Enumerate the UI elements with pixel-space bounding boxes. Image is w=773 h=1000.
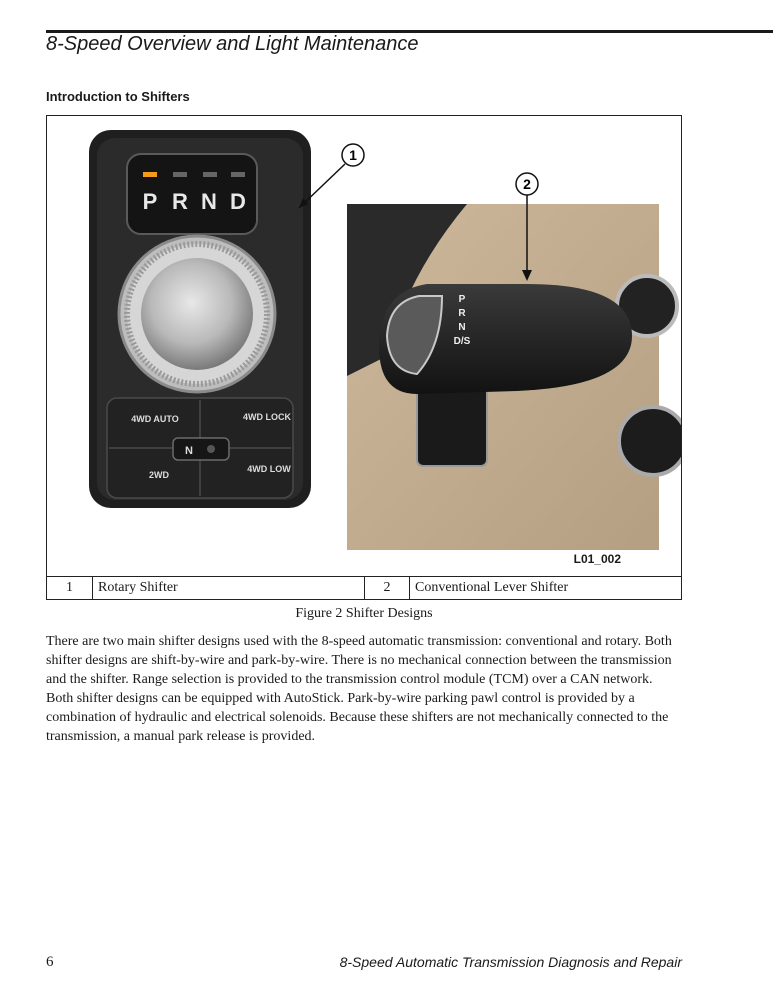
lever-shifter-image xyxy=(347,204,682,550)
legend-num-2: 2 xyxy=(365,577,410,599)
rotary-gear-d: D xyxy=(230,189,246,214)
rotary-gear-p: P xyxy=(142,189,158,214)
callout-2-number: 2 xyxy=(523,176,531,192)
callout-1-number: 1 xyxy=(349,147,357,163)
legend-label-1: Rotary Shifter xyxy=(93,577,365,599)
figure-shifter-designs xyxy=(46,115,682,577)
legend-num-1: 1 xyxy=(47,577,93,599)
rotary-shifter-image xyxy=(89,130,311,508)
section-heading: Introduction to Shifters xyxy=(46,89,190,104)
rotary-gear-n: N xyxy=(201,189,217,214)
rotary-gear-r: R xyxy=(172,189,188,214)
body-paragraph: There are two main shifter designs used with the 8-speed automatic transmission: conventional and rotary. Both shifter designs are shift-by-wire and park-by-wire. There is no mechanical connection between the transmission and the shifter. Range selection is provided to the transmission control module (TCM) over a CAN network. Both shifter designs can be equipped with AutoStick. Park-by-wire parking pawl control is provided by a combination of hydraulic and electrical solenoids. Because these shifters are not mechanically connected to the transmission, a manual park release is provided. xyxy=(46,634,672,744)
footer-title: 8-Speed Automatic Transmission Diagnosis and Repair xyxy=(339,954,682,970)
page-number: 6 xyxy=(46,954,54,970)
label-4wd-auto: 4WD AUTO xyxy=(131,414,179,424)
figure-illustration xyxy=(47,116,682,577)
label-2wd: 2WD xyxy=(149,470,169,480)
figure-legend-table xyxy=(46,577,682,600)
label-4wd-low: 4WD LOW xyxy=(247,464,291,474)
page-header-title: 8-Speed Overview and Light Maintenance xyxy=(46,33,419,55)
label-neutral: N xyxy=(185,445,193,457)
lever-gear-p: P xyxy=(458,294,466,305)
label-4wd-lock: 4WD LOCK xyxy=(243,412,291,422)
figure-image-id: L01_002 xyxy=(573,552,621,566)
lever-gear-n: N xyxy=(458,322,466,333)
lever-gear-r: R xyxy=(458,308,466,319)
lever-gear-ds: D/S xyxy=(453,336,471,347)
legend-label-2: Conventional Lever Shifter xyxy=(415,580,569,595)
figure-caption: Figure 2 Shifter Designs xyxy=(295,606,433,621)
